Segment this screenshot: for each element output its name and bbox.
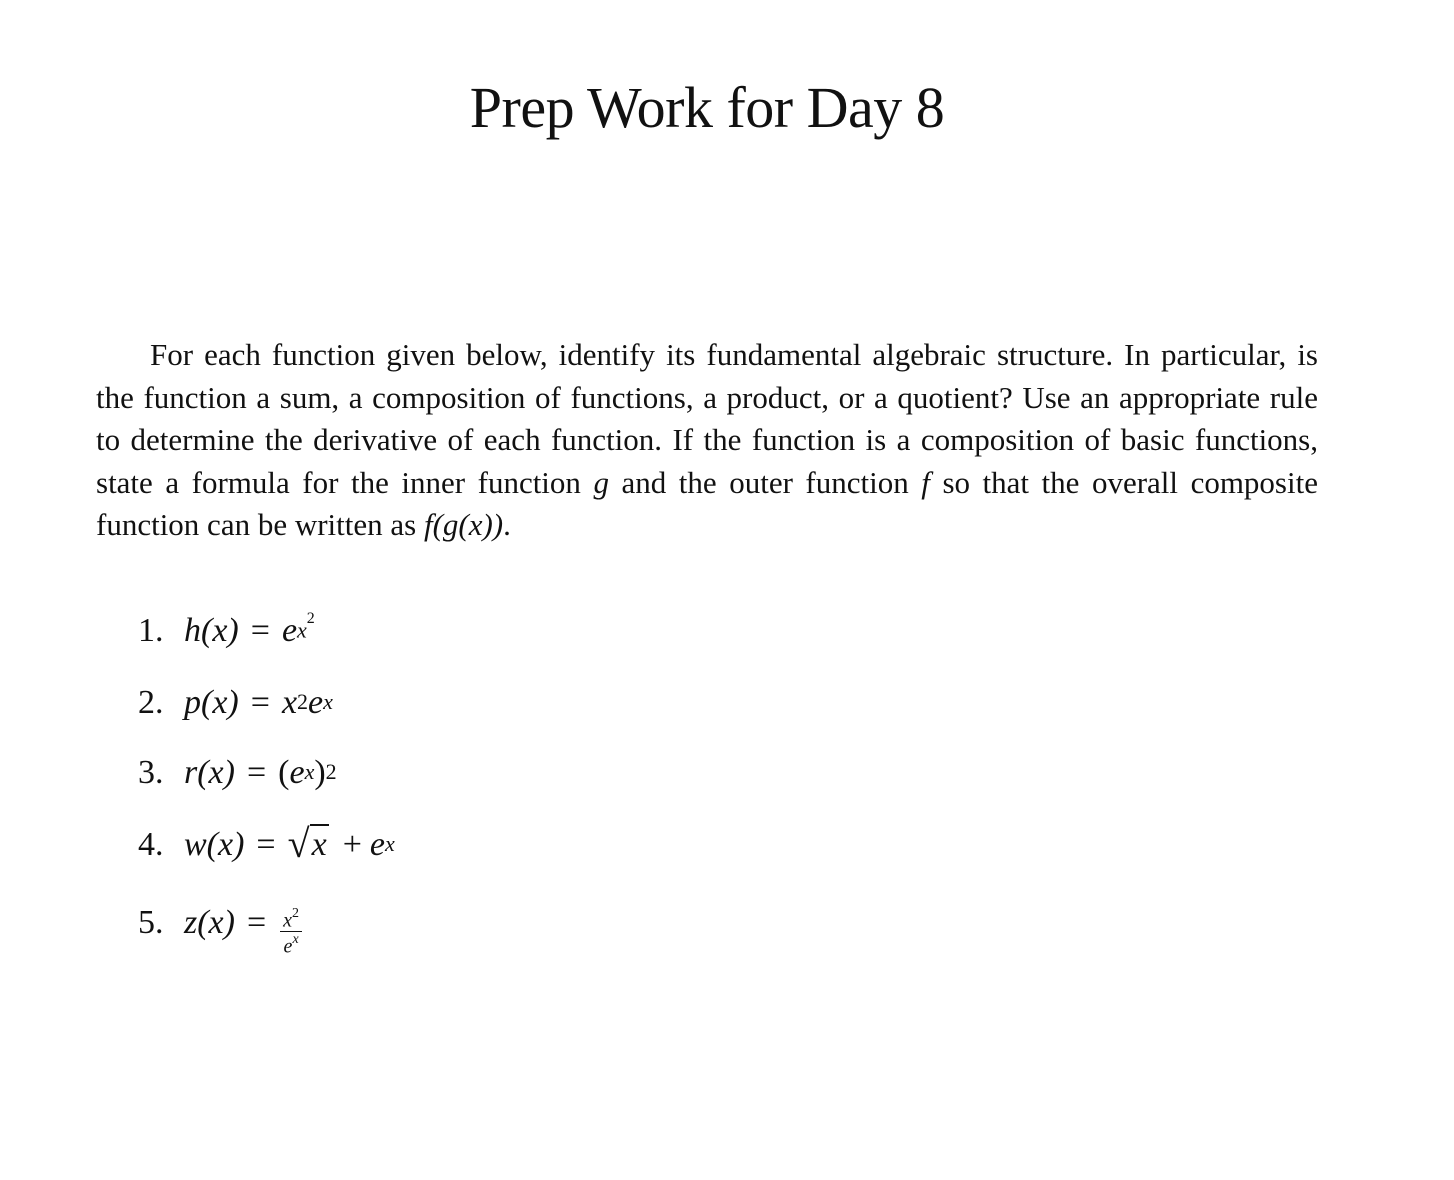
composite-expression: f(g(x)) [423,507,504,542]
denominator-base: e [283,935,293,958]
term1-base: x [281,684,298,721]
problem-number: 1. [138,612,164,649]
problem-number: 3. [138,754,164,791]
inner-exp: x [304,759,315,784]
expr-exp-base: x [297,617,307,642]
instructions-text-3: so that the overall composite function can be written as [96,464,1318,542]
plus-sign: + [342,826,362,863]
expr-base: e [369,826,385,863]
outer-function-var: f [921,464,930,500]
radicand: x [311,826,327,863]
function-name: r(x) [184,754,235,791]
problem-item-3 [138,754,337,814]
page-title: Prep Work for Day 8 [469,75,945,140]
equals-sign: = [250,612,270,649]
expr-base: e [281,612,298,649]
expr-exp-exp: 2 [306,609,315,627]
term2-base: e [308,684,324,721]
function-name: w(x) [184,826,245,863]
equals-sign: = [250,684,270,721]
function-name: z(x) [184,904,235,941]
instructions-text-1: For each function given below, identify its fundamental algebraic structure. In particular, is the function a sum, a composition of functions, a product, or a quotient? Use an appropriate rule to determine the derivative of each function. If the function is a composition of basic functions, state a formula for the inner function [96,337,1318,500]
instructions-paragraph [96,334,1318,547]
problem-item-2 [138,684,333,744]
numerator-exp: 2 [292,906,300,922]
close-paren: ) [314,754,326,791]
radical-sign: √ [287,821,310,866]
denominator-exp: x [292,932,299,947]
equals-sign: = [256,826,276,863]
instructions-text-4: . [503,507,511,542]
square-root [287,821,329,866]
problem-item-5 [138,904,302,964]
problem-number: 2. [138,684,164,721]
equals-sign: = [246,754,267,791]
instructions-text-2: and the outer function [608,464,922,500]
problem-item-1 [138,609,315,672]
fraction [280,906,302,956]
inner-base: e [289,754,305,791]
problem-item-4 [138,821,395,886]
problem-number: 5. [138,904,164,941]
function-name: p(x) [184,684,239,721]
numerator-base: x [283,910,293,932]
function-name: h(x) [184,612,239,649]
equals-sign: = [246,904,267,941]
term2-exp: x [323,689,333,714]
expr-exp: x [384,831,395,856]
term1-exp: 2 [297,689,309,714]
problem-number: 4. [138,826,164,863]
open-paren: ( [278,754,290,791]
outer-exp: 2 [325,759,337,784]
inner-function-var: g [593,464,609,500]
